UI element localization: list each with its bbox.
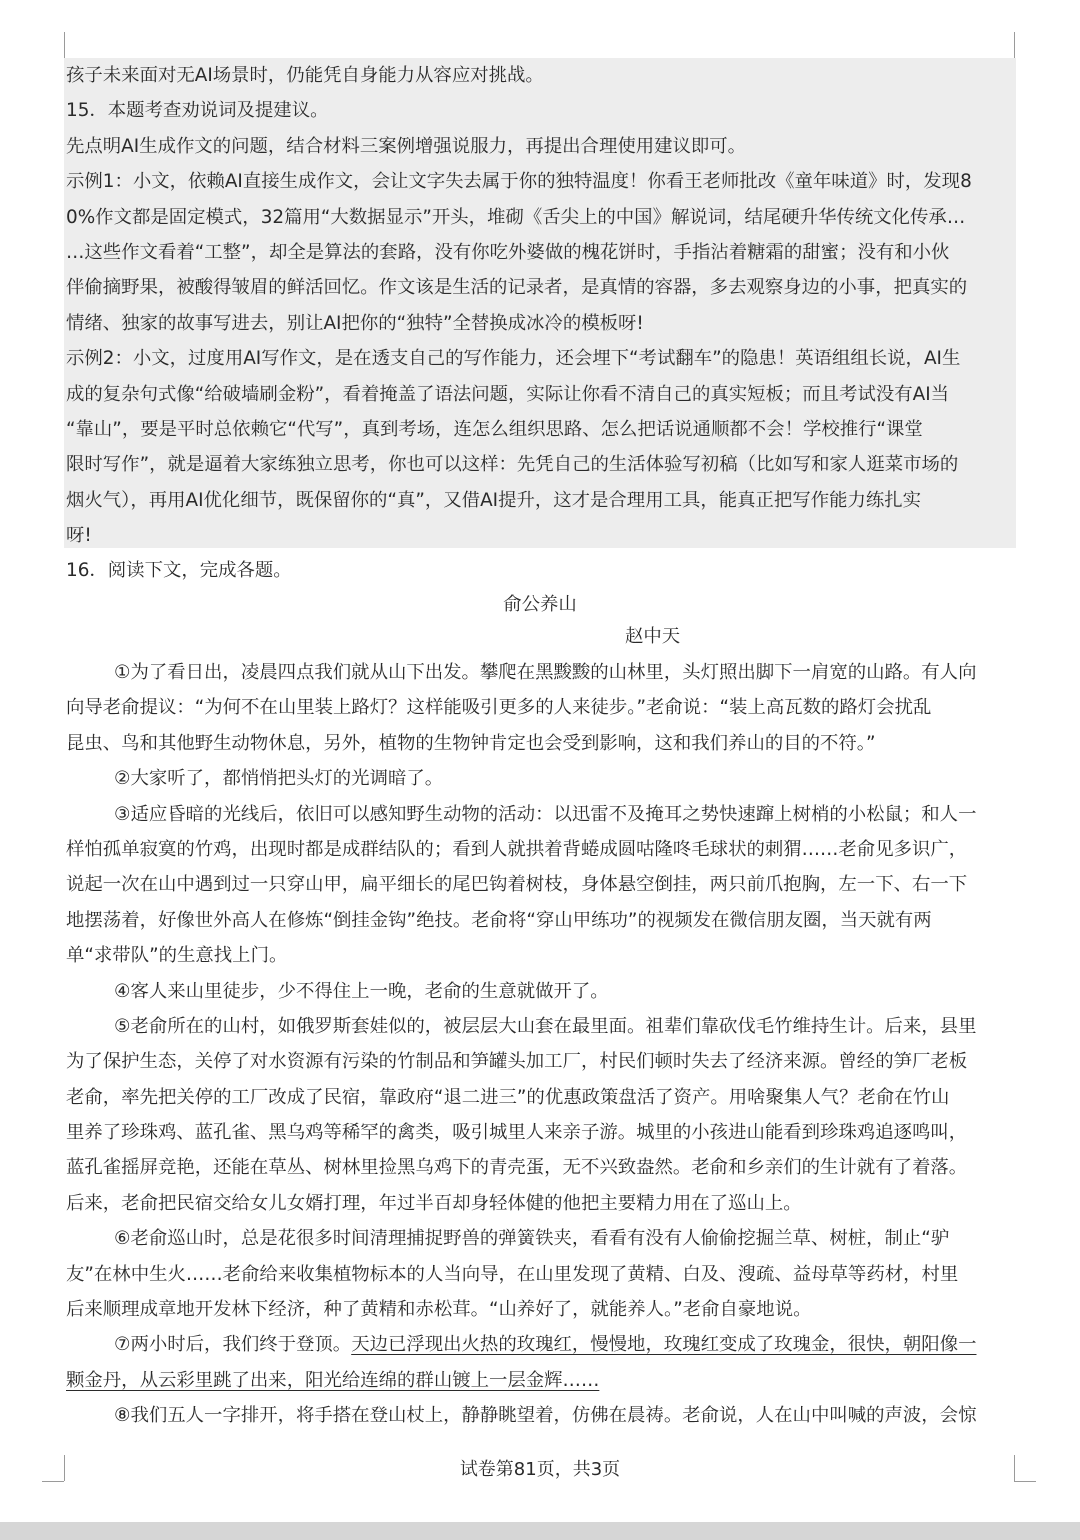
answer-line: 0%作文都是固定模式，32篇用“大数据显示”开头，堆砌《舌尖上的中国》解说词，结尾硬升华传统文化传承… xyxy=(66,206,966,228)
article-line: ⑤老俞所在的山村，如俄罗斯套娃似的，被层层大山套在最里面。祖辈们靠砍伐毛竹维持生计。后来，县里 xyxy=(114,1015,977,1037)
answer-line: “靠山”，要是平时总依赖它“代写”，真到考场，连怎么组织思路、怎么把话说通顺都不会！学校推行“课堂 xyxy=(66,418,923,440)
paragraph-7-prefix: ⑦两小时后，我们终于登顶。 xyxy=(114,1334,352,1356)
article-line: ⑥老俞巡山时，总是花很多时间清理捕捉野兽的弹簧铁夹，看看有没有人偷偷挖掘兰草、树桩，制止“驴 xyxy=(114,1228,950,1250)
underlined-sentence: 天边已浮现出火热的玫瑰红，慢慢地，玫瑰红变成了玫瑰金，很快，朝阳像一 xyxy=(351,1334,977,1356)
paragraph-7-line xyxy=(66,1363,1016,1398)
article-line: 向导老俞提议：“为何不在山里装上路灯？这样能吸引更多的人来徒步。”老俞说：“装上高瓦数的路灯会扰乱 xyxy=(66,697,932,719)
answer-line: …这些作文看着“工整”，却全是算法的套路，没有你吃外婆做的槐花饼时，手指沾着糖霜的甜蜜；没有和小伙 xyxy=(66,241,950,263)
article-line: 样怕孤单寂寞的竹鸡，出现时都是成群结队的；看到人就拱着背蜷成圆咕隆咚毛球状的刺猬……老俞见多识广， xyxy=(66,838,968,860)
article-line: 里养了珍珠鸡、蓝孔雀、黑乌鸡等稀罕的禽类，吸引城里人来亲子游。城里的小孩进山能看到珍珠鸡追逐鸣叫， xyxy=(66,1122,968,1144)
question-16-heading: 16．阅读下文，完成各题。 xyxy=(66,560,292,582)
article-line: ③适应昏暗的光线后，依旧可以感知野生动物的活动：以迅雷不及掩耳之势快速蹿上树梢的小松鼠；和人一 xyxy=(114,803,977,825)
article-line: 友”在林中生火……老俞给来收集植物标本的人当向导，在山里发现了黄精、白及、溲疏、益母草等药材，村里 xyxy=(66,1263,959,1285)
article-line: 后来，老俞把民宿交给女儿女婿打理，年过半百却身轻体健的他把主要精力用在了巡山上。 xyxy=(66,1192,802,1214)
article-line: 昆虫、鸟和其他野生动物休息，另外，植物的生物钟肯定也会受到影响，这和我们养山的目的不符。” xyxy=(66,732,876,754)
crop-mark xyxy=(64,32,65,58)
answer-line: 呀! xyxy=(66,525,92,547)
paragraph-7-line xyxy=(66,1327,1016,1362)
article-line: 单“求带队”的生意找上门。 xyxy=(66,945,288,967)
answer-line: 情绪、独家的故事写进去，别让AI把你的“独特”全替换成冰冷的模板呀! xyxy=(66,312,644,334)
answer-line: 伴偷摘野果，被酸得皱眉的鲜活回忆。作文该是生活的记录者，是真情的容器，多去观察身边的小事，把真实的 xyxy=(66,277,968,299)
article-line: ④客人来山里徒步，少不得住上一晚，老俞的生意就做开了。 xyxy=(114,980,609,1002)
answer-section xyxy=(66,58,1016,589)
article-line: 蓝孔雀摇屏竞艳，还能在草丛、树林里捡黑乌鸡下的青壳蛋，无不兴致盎然。老俞和乡亲们的生计就有了着落。 xyxy=(66,1157,968,1179)
article-author: 赵中天 xyxy=(625,626,681,647)
crop-mark xyxy=(1014,32,1015,58)
answer-line: 成的复杂句式像“给破墙刷金粉”，看着掩盖了语法问题，实际让你看不清自己的真实短板；而且考试没有AI当 xyxy=(66,383,950,405)
article-line: 地摆荡着，好像世外高人在修炼“倒挂金钩”绝技。老俞将“穿山甲练功”的视频发在微信朋友圈，当天就有两 xyxy=(66,909,932,931)
answer-line: 孩子未来面对无AI场景时，仍能凭自身能力从容应对挑战。 xyxy=(66,65,544,86)
answer-line: 15．本题考查劝说词及提建议。 xyxy=(66,100,329,122)
answer-line: 烟火气），再用AI优化细节，既保留你的“真”，又借AI提升，这才是合理用工具，能真正把写作能力练扎实 xyxy=(66,489,922,511)
answer-line: 示例1：小文，依赖AI直接生成作文，会让文字失去属于你的独特温度！你看王老师批改《童年味道》时，发现8 xyxy=(66,171,972,193)
article-line: 后来顺理成章地开发林下经济，种了黄精和赤松茸。“山养好了，就能养人。”老俞自豪地说。 xyxy=(66,1299,812,1321)
article-line: ①为了看日出，凌晨四点我们就从山下出发。攀爬在黑黢黢的山林里，头灯照出脚下一肩宽的山路。有人向 xyxy=(114,662,977,683)
article-line: ②大家听了，都悄悄把头灯的光调暗了。 xyxy=(114,768,444,790)
answer-line: 先点明AI生成作文的问题，结合材料三案例增强说服力，再提出合理使用建议即可。 xyxy=(66,135,747,157)
answer-line: 限时写作”，就是逼着大家练独立思考，你也可以这样：先凭自己的生活体验写初稿（比如写和家人逛菜市场的 xyxy=(66,454,959,476)
underlined-sentence: 颗金丹，从云彩里跳了出来，阳光给连绵的群山镀上一层金辉…… xyxy=(66,1369,600,1391)
article-body xyxy=(66,655,1016,1434)
article-line: 老俞，率先把关停的工厂改成了民宿，靠政府“退二进三”的优惠政策盘活了资产。用啥聚集人气？老俞在竹山 xyxy=(66,1086,950,1108)
article-line: 为了保护生态，关停了对水资源有污染的竹制品和笋罐头加工厂，村民们顿时失去了经济来源。曾经的笋厂老板 xyxy=(66,1051,968,1073)
article-title: 俞公养山 xyxy=(503,594,577,615)
page-bottom-edge xyxy=(0,1522,1080,1540)
page-footer: 试卷第81页，共3页 xyxy=(459,1459,621,1480)
article-line: 说起一次在山中遇到过一只穿山甲，扁平细长的尾巴钩着树枝，身体悬空倒挂，两只前爪抱胸，左一下、右一下 xyxy=(66,874,968,896)
paragraph-8-line: ⑧我们五人一字排开，将手搭在登山杖上，静静眺望着，仿佛在晨祷。老俞说，人在山中叫喊的声波，会惊 xyxy=(114,1405,977,1427)
answer-line: 示例2：小文，过度用AI写作文，是在透支自己的写作能力，还会埋下“考试翻车”的隐患！英语组组长说，AI生 xyxy=(66,348,961,370)
